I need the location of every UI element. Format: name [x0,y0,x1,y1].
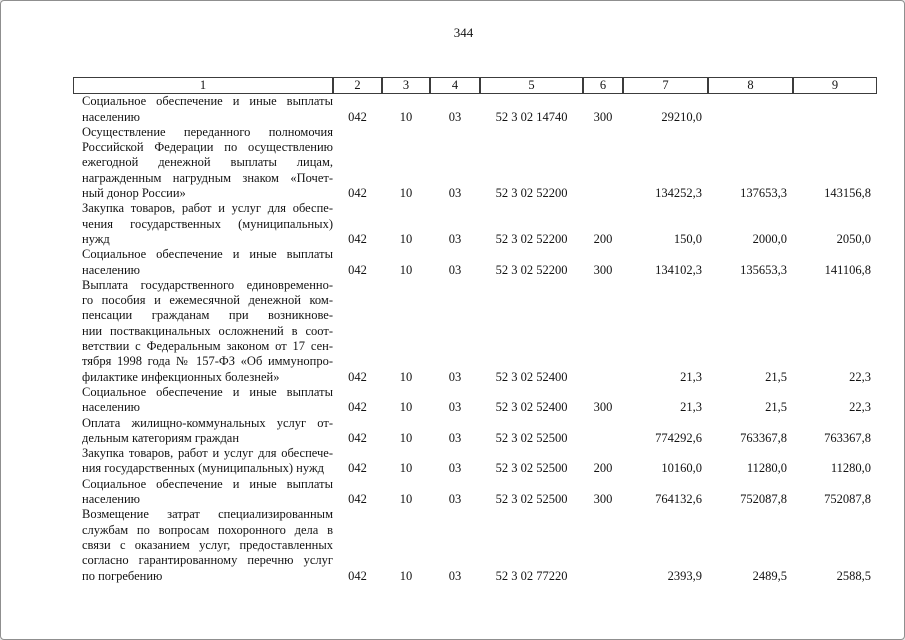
description-line: Социальное обеспечение и иные выплаты [82,476,333,491]
cell-subsection-code: 03 [448,262,462,277]
cell-chapter-code: 042 [348,231,367,246]
cell-amount-col7: 29210,0 [661,109,702,124]
row-description [73,477,333,508]
cell-amount-col9: 2588,5 [836,568,871,583]
column-header-8: 8 [708,77,793,94]
description-line: связи с оказанием услуг, предоставленных [82,537,333,552]
cell-subsection-code: 03 [448,186,462,201]
row-description [73,125,333,201]
column-header-4: 4 [430,77,480,94]
cell-target-article-code: 52 3 02 52500 [495,461,568,476]
table-row [73,125,877,201]
cell-amount-col8: 2489,5 [752,568,787,583]
cell-amount-col9: 2050,0 [836,231,871,246]
cell-chapter-code: 042 [348,492,367,507]
cell-section-code: 10 [399,186,413,201]
cell-amount-col7: 764132,6 [655,492,702,507]
cell-target-article-code: 52 3 02 52400 [495,369,568,384]
description-line: дельным категориям граждан [82,430,240,445]
cell-chapter-code: 042 [348,461,367,476]
column-header-7: 7 [623,77,708,94]
description-line: Осуществление переданного полномочия [82,124,333,139]
cell-section-code: 10 [399,492,413,507]
row-description [73,416,333,447]
cell-amount-col7: 150,0 [673,231,702,246]
cell-target-article-code: 52 3 02 52200 [495,231,568,246]
column-header-5: 5 [480,77,583,94]
row-description [73,94,333,125]
cell-section-code: 10 [399,430,413,445]
cell-chapter-code: 042 [348,568,367,583]
cell-target-article-code: 52 3 02 52400 [495,400,568,415]
budget-table [73,77,877,584]
cell-section-code: 10 [399,109,413,124]
table-row [73,446,877,477]
table-row [73,416,877,447]
description-line: населению [82,262,140,277]
cell-expense-type-code [583,507,623,583]
cell-amount-col7: 134102,3 [655,262,702,277]
description-line: по погребению [82,568,163,583]
cell-amount-col9: 22,3 [849,400,871,415]
description-line: тября 1998 года № 157-ФЗ «Об иммунопро- [82,354,333,369]
cell-section-code: 10 [399,231,413,246]
cell-subsection-code: 03 [448,430,462,445]
cell-chapter-code: 042 [348,262,367,277]
description-line: Закупка товаров, работ и услуг для обеспе- [82,201,333,216]
description-line: ния государственных (муниципальных) нужд [82,461,324,476]
column-header-9: 9 [793,77,877,94]
table-row [73,385,877,416]
cell-chapter-code: 042 [348,400,367,415]
table-row [73,507,877,583]
description-line: ветствии с Федеральным законом от 17 сен- [82,339,333,354]
description-line: ежегодной денежной выплаты лицам, [82,155,333,170]
cell-amount-col8 [708,94,793,125]
cell-section-code: 10 [399,262,413,277]
column-header-1: 1 [73,77,333,94]
cell-amount-col7: 21,3 [680,369,702,384]
cell-amount-col7: 10160,0 [661,461,702,476]
cell-amount-col8: 137653,3 [740,186,787,201]
row-description [73,446,333,477]
cell-chapter-code: 042 [348,369,367,384]
row-description [73,507,333,583]
description-line: награжденным нагрудным знаком «Почет- [82,170,333,185]
cell-expense-type-code [583,278,623,385]
cell-target-article-code: 52 3 02 77220 [495,568,568,583]
cell-amount-col7: 774292,6 [655,430,702,445]
cell-expense-type-code [583,416,623,447]
description-line: Закупка товаров, работ и услуг для обеспече- [82,446,333,461]
row-description [73,385,333,416]
page-number: 344 [453,25,474,40]
description-line: населению [82,109,140,124]
row-description [73,247,333,278]
table-row [73,201,877,247]
cell-amount-col8: 11280,0 [746,461,787,476]
description-line: населению [82,492,140,507]
cell-subsection-code: 03 [448,109,462,124]
cell-section-code: 10 [399,369,413,384]
cell-expense-type-code: 200 [593,461,613,476]
description-line: ный донор России» [82,186,186,201]
table-row [73,477,877,508]
description-line: нужд [82,231,110,246]
cell-amount-col8: 752087,8 [740,492,787,507]
description-line: населению [82,400,140,415]
description-line: Социальное обеспечение и иные выплаты [82,384,333,399]
description-line: Социальное обеспечение и иные выплаты [82,247,333,262]
cell-target-article-code: 52 3 02 52500 [495,492,568,507]
table-header-row [73,77,877,94]
cell-subsection-code: 03 [448,568,462,583]
cell-amount-col9: 22,3 [849,369,871,384]
column-header-3: 3 [382,77,430,94]
cell-amount-col8: 21,5 [765,400,787,415]
cell-subsection-code: 03 [448,492,462,507]
cell-expense-type-code: 300 [593,400,613,415]
cell-section-code: 10 [399,568,413,583]
cell-chapter-code: 042 [348,109,367,124]
cell-chapter-code: 042 [348,430,367,445]
cell-amount-col9: 143156,8 [824,186,871,201]
cell-amount-col7: 134252,3 [655,186,702,201]
cell-amount-col7: 21,3 [680,400,702,415]
cell-amount-col9: 11280,0 [830,461,871,476]
description-line: филактике инфекционных болезней» [82,369,280,384]
table-row [73,278,877,385]
cell-expense-type-code [583,125,623,201]
description-line: чения государственных (муниципальных) [82,216,333,231]
cell-target-article-code: 52 3 02 52200 [495,186,568,201]
cell-subsection-code: 03 [448,369,462,384]
cell-subsection-code: 03 [448,231,462,246]
description-line: службам по вопросам похоронного дела в [82,522,333,537]
description-line: Оплата жилищно-коммунальных услуг от- [82,415,333,430]
column-header-2: 2 [333,77,382,94]
table-row [73,247,877,278]
cell-amount-col8: 2000,0 [752,231,787,246]
cell-subsection-code: 03 [448,400,462,415]
cell-amount-col9: 752087,8 [824,492,871,507]
cell-amount-col9 [793,94,877,125]
cell-amount-col8: 763367,8 [740,430,787,445]
description-line: Возмещение затрат специализированным [82,507,333,522]
cell-section-code: 10 [399,400,413,415]
cell-amount-col8: 21,5 [765,369,787,384]
cell-amount-col7: 2393,9 [667,568,702,583]
cell-target-article-code: 52 3 02 14740 [495,109,568,124]
description-line: пенсации гражданам при возникнове- [82,308,333,323]
cell-section-code: 10 [399,461,413,476]
description-line: Выплата государственного единовременно- [82,277,333,292]
table-row [73,94,877,125]
cell-amount-col9: 763367,8 [824,430,871,445]
description-line: Социальное обеспечение и иные выплаты [82,94,333,109]
cell-chapter-code: 042 [348,186,367,201]
table-body [73,94,877,584]
description-line: нии поствакцинальных осложнений в соот- [82,323,333,338]
column-header-6: 6 [583,77,623,94]
cell-expense-type-code: 200 [593,231,613,246]
cell-amount-col8: 135653,3 [740,262,787,277]
description-line: согласно гарантированному перечню услуг [82,553,333,568]
cell-expense-type-code: 300 [593,262,613,277]
row-description [73,278,333,385]
cell-target-article-code: 52 3 02 52200 [495,262,568,277]
cell-subsection-code: 03 [448,461,462,476]
description-line: Российской Федерации по осуществлению [82,140,333,155]
description-line: го пособия и ежемесячной денежной ком- [82,293,333,308]
row-description [73,201,333,247]
cell-expense-type-code: 300 [593,109,613,124]
cell-expense-type-code: 300 [593,492,613,507]
cell-target-article-code: 52 3 02 52500 [495,430,568,445]
cell-amount-col9: 141106,8 [824,262,871,277]
